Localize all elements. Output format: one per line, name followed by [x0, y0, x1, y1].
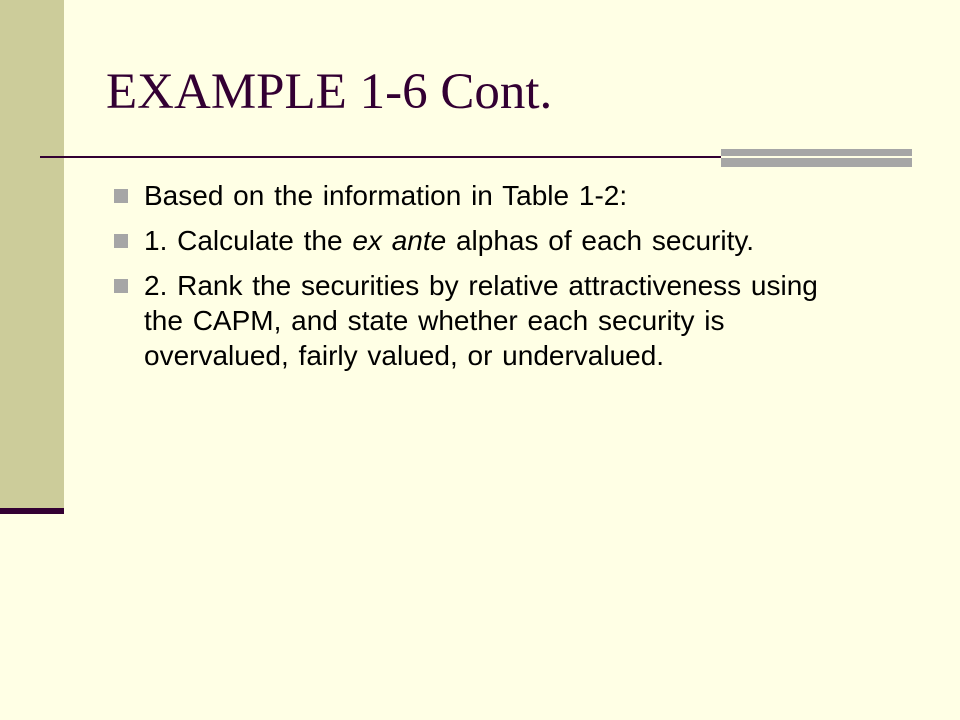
bullet-item [114, 223, 844, 258]
italic-term: ex ante [352, 225, 447, 256]
bullet-list [114, 178, 844, 383]
bullet-text-part: 1. Calculate the [144, 225, 353, 256]
bullet-text: Based on the information in Table 1-2: [144, 180, 628, 211]
bullet-text: 2. Rank the securities by relative attractiveness using the CAPM, and state whether each security is overvalued, fairly valued, or undervalued. [144, 270, 818, 371]
bullet-item [114, 178, 844, 213]
bullet-text-part: alphas of each security. [446, 225, 755, 256]
title-divider-accent [721, 149, 912, 167]
square-bullet-icon [114, 234, 128, 248]
left-bar-underline [0, 508, 64, 514]
slide-title: EXAMPLE 1-6 Cont. [106, 64, 553, 120]
square-bullet-icon [114, 189, 128, 203]
bullet-item [114, 268, 844, 373]
bullet-text [144, 225, 754, 256]
square-bullet-icon [114, 279, 128, 293]
left-decorative-bar [0, 0, 64, 508]
